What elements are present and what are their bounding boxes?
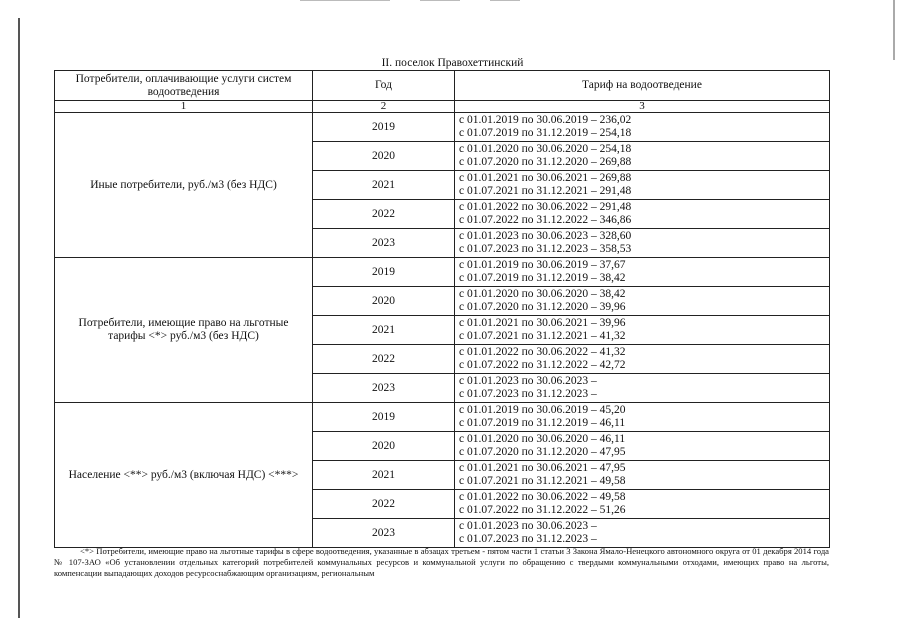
tariff-cell [455,374,830,403]
tariff-period: с 01.07.2023 по 31.12.2023 – [459,388,597,400]
column-number: 3 [455,101,830,113]
year-cell: 2023 [313,374,455,403]
year-cell: 2022 [313,490,455,519]
consumer-category: Иные потребители, руб./м3 (без НДС) [55,113,313,258]
section-title: II. поселок Правохеттинский [381,57,524,69]
year-cell: 2023 [313,519,455,548]
tariff-period: с 01.07.2023 по 31.12.2023 – [459,533,597,545]
tariff-period: с 01.01.2020 по 30.06.2020 – 46,11 [459,433,626,445]
year-cell: 2021 [313,171,455,200]
footnote-text: <*> Потребители, имеющие право на льготные тарифы в сфере водоотведения, указанные в абзацах третьем - пятом части 1 статьи 3 Закона Ямало-Ненецкого автономного округа от 01 декабря 2014 года № 107-ЗАО «Об установлении отдельных категорий потребителей коммунальных ресурсов и коммунальной услуги по обращению с твердыми коммунальными отходами, имеющих право на льготы, компенсации выпадающих доходов ресурсоснабжающим организациям, региональным [54,546,829,578]
tariff-period: с 01.01.2022 по 30.06.2022 – 49,58 [459,491,626,503]
tariff-period: с 01.07.2020 по 31.12.2020 – 39,96 [459,301,626,313]
tariff-period: с 01.01.2020 по 30.06.2020 – 254,18 [459,143,632,155]
tariff-period: с 01.01.2021 по 30.06.2021 – 47,95 [459,462,626,474]
tariff-period: с 01.01.2019 по 30.06.2019 – 236,02 [459,114,632,126]
tariff-period: с 01.07.2022 по 31.12.2022 – 42,72 [459,359,626,371]
page-edge-left [18,18,20,618]
table-row [55,258,830,287]
year-cell: 2023 [313,229,455,258]
tariff-period: с 01.07.2022 по 31.12.2022 – 346,86 [459,214,632,226]
table-row [55,113,830,142]
tariff-cell [455,403,830,432]
consumer-category: Население <**> руб./м3 (включая НДС) <***> [55,403,313,548]
header-row [55,71,830,101]
page-edge-right [893,0,895,60]
tariff-period: с 01.07.2019 по 31.12.2019 – 46,11 [459,417,626,429]
tariff-period: с 01.01.2022 по 30.06.2022 – 291,48 [459,201,632,213]
year-cell: 2021 [313,316,455,345]
tariff-period: с 01.07.2020 по 31.12.2020 – 47,95 [459,446,626,458]
tariff-cell [455,142,830,171]
tariff-cell [455,432,830,461]
column-number: 2 [313,101,455,113]
tariff-period: с 01.01.2022 по 30.06.2022 – 41,32 [459,346,626,358]
year-cell: 2020 [313,142,455,171]
year-cell: 2019 [313,403,455,432]
tariff-period: с 01.07.2021 по 31.12.2021 – 291,48 [459,185,632,197]
year-cell: 2020 [313,287,455,316]
footnote [54,546,829,579]
year-cell: 2021 [313,461,455,490]
tariff-period: с 01.01.2019 по 30.06.2019 – 45,20 [459,404,626,416]
tariff-cell [455,490,830,519]
tariff-table [54,70,830,548]
tariff-period: с 01.01.2019 по 30.06.2019 – 37,67 [459,259,626,271]
tariff-cell [455,258,830,287]
tariff-period: с 01.01.2023 по 30.06.2023 – 328,60 [459,230,632,242]
tariff-period: с 01.01.2021 по 30.06.2021 – 269,88 [459,172,632,184]
header-tariff: Тариф на водоотведение [455,71,830,101]
scan-mark [490,0,520,1]
tariff-period: с 01.07.2022 по 31.12.2022 – 51,26 [459,504,626,516]
year-cell: 2019 [313,113,455,142]
consumer-category: Потребители, имеющие право на льготные тарифы <*> руб./м3 (без НДС) [55,258,313,403]
year-cell: 2022 [313,345,455,374]
tariff-cell [455,200,830,229]
header-year: Год [313,71,455,101]
tariff-cell [455,171,830,200]
tariff-period: с 01.07.2019 по 31.12.2019 – 38,42 [459,272,626,284]
tariff-period: с 01.07.2019 по 31.12.2019 – 254,18 [459,127,632,139]
header-consumers: Потребители, оплачивающие услуги систем водоотведения [55,71,313,101]
year-cell: 2019 [313,258,455,287]
tariff-cell [455,345,830,374]
tariff-cell [455,287,830,316]
tariff-period: с 01.01.2021 по 30.06.2021 – 39,96 [459,317,626,329]
year-cell: 2022 [313,200,455,229]
tariff-period: с 01.07.2021 по 31.12.2021 – 49,58 [459,475,626,487]
table-row [55,403,830,432]
column-number-row [55,101,830,113]
tariff-cell [455,316,830,345]
tariff-cell [455,229,830,258]
tariff-period: с 01.01.2020 по 30.06.2020 – 38,42 [459,288,626,300]
tariff-cell [455,461,830,490]
tariff-period: с 01.07.2021 по 31.12.2021 – 41,32 [459,330,626,342]
tariff-period: с 01.07.2023 по 31.12.2023 – 358,53 [459,243,632,255]
tariff-period: с 01.07.2020 по 31.12.2020 – 269,88 [459,156,632,168]
scan-mark [420,0,460,1]
column-number: 1 [55,101,313,113]
scan-mark [300,0,390,1]
tariff-cell [455,113,830,142]
tariff-cell [455,519,830,548]
tariff-period: с 01.01.2023 по 30.06.2023 – [459,520,597,532]
tariff-period: с 01.01.2023 по 30.06.2023 – [459,375,597,387]
year-cell: 2020 [313,432,455,461]
